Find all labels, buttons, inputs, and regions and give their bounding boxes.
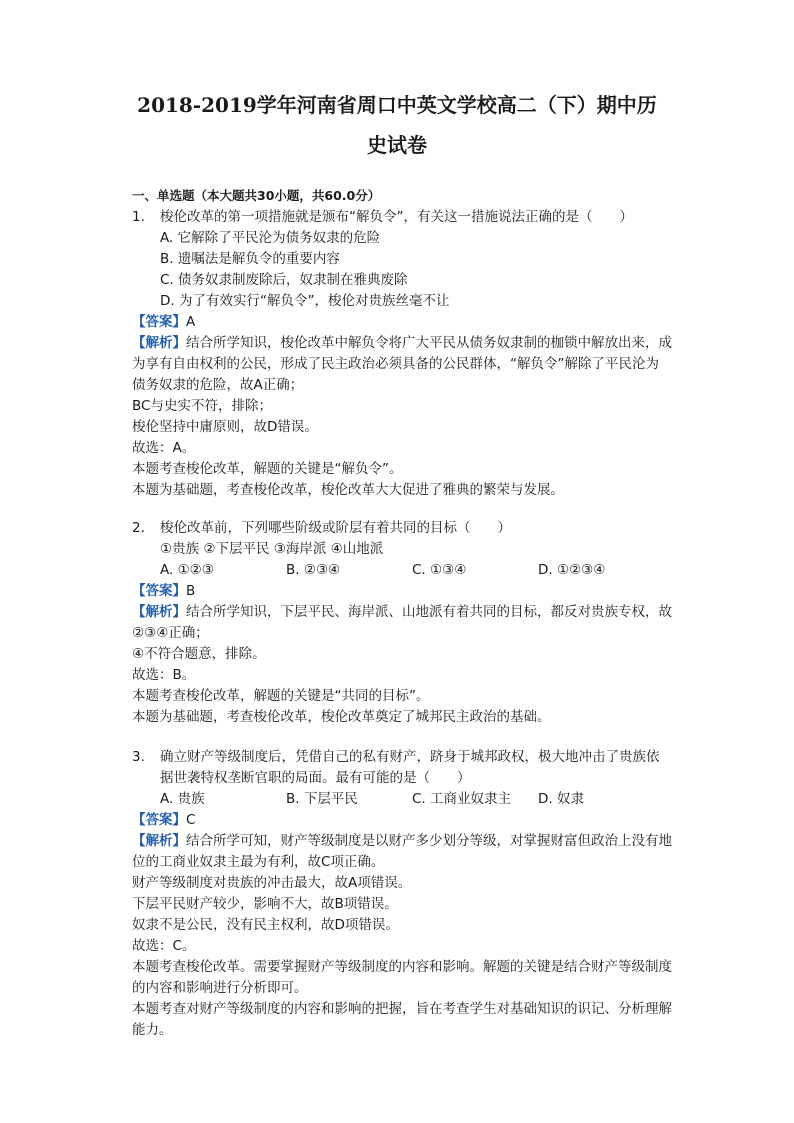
option-c: C. 债务奴隶制废除后，奴隶制在雅典废除 xyxy=(160,272,408,288)
option-d: D. 为了有效实行“解负令”，梭伦对贵族丝毫不让 xyxy=(160,293,450,309)
answer-line xyxy=(132,312,672,333)
analysis-line: 故选：C。 xyxy=(132,938,196,954)
analysis-line: 下层平民财产较少，影响不大，故B项错误。 xyxy=(132,896,398,912)
question-stem: 梭伦改革前，下列哪些阶级或阶层有着共同的目标（ ） xyxy=(160,520,511,536)
analysis-line: BC与史实不符，排除； xyxy=(132,398,272,414)
option-c: C. 工商业奴隶主 xyxy=(412,791,512,807)
analysis-text: 结合所学知识，梭伦改革中解负令将广大平民从债务奴隶制的枷锁中解放出来，成为享有自由权利的公民，形成了民主政治必须具备的公民群体，“解负令”解除了平民沦为债务奴隶的危险，故A正确； xyxy=(132,335,672,393)
analysis-tag: 【解析】 xyxy=(132,604,186,620)
analysis-line: 本题考查梭伦改革。需要掌握财产等级制度的内容和影响。解题的关键是结合财产等级制度的内容和影响进行分析即可。 xyxy=(132,959,672,996)
answer-tag: 【答案】 xyxy=(132,812,186,828)
question-stem: 确立财产等级制度后，凭借自己的私有财产，跻身于城邦政权，极大地冲击了贵族依据世袭特权垄断官职的局面。最有可能的是（ ） xyxy=(160,749,660,786)
question-2 xyxy=(132,518,672,728)
answer-tag: 【答案】 xyxy=(132,314,186,330)
analysis-text: 结合所学知识，下层平民、海岸派、山地派有着共同的目标，都反对贵族专权，故②③④正确； xyxy=(132,604,672,641)
question-number: 2. xyxy=(132,520,145,536)
option-d: D. 奴隶 xyxy=(538,791,584,807)
option-b: B. ②③④ xyxy=(286,562,341,578)
analysis-line: 本题为基础题，考查梭伦改革，梭伦改革大大促进了雅典的繁荣与发展。 xyxy=(132,482,564,498)
question-number: 3. xyxy=(132,749,145,765)
question-3 xyxy=(132,747,672,1041)
analysis-line: 本题考查对财产等级制度的内容和影响的把握，旨在考查学生对基础知识的识记、分析理解能力。 xyxy=(132,1001,672,1038)
analysis-line: 故选：B。 xyxy=(132,667,196,683)
answer-line xyxy=(132,810,672,831)
question-1 xyxy=(132,207,672,501)
option-b: B. 下层平民 xyxy=(286,791,358,807)
answer-value: B xyxy=(186,583,196,599)
analysis-paragraph xyxy=(132,333,672,396)
option-a: A. ①②③ xyxy=(160,562,214,578)
analysis-line: 本题为基础题，考查梭伦改革，梭伦改革奠定了城邦民主政治的基础。 xyxy=(132,709,551,725)
doc-title-line1: 2018-2019学年河南省周口中英文学校高二（下）期中历 xyxy=(137,93,657,117)
analysis-line: 故选：A。 xyxy=(132,440,196,456)
analysis-paragraph xyxy=(132,831,672,873)
analysis-line: 本题考查梭伦改革，解题的关键是“共同的目标”。 xyxy=(132,688,430,704)
analysis-tag: 【解析】 xyxy=(132,335,186,351)
section-heading: 一、单选题（本大题共30小题，共60.0分） xyxy=(132,188,381,203)
analysis-line: 财产等级制度对贵族的冲击最大，故A项错误。 xyxy=(132,875,412,891)
answer-value: C xyxy=(186,812,196,828)
analysis-line: 本题考查梭伦改革，解题的关键是“解负令”。 xyxy=(132,461,403,477)
analysis-paragraph xyxy=(132,602,672,644)
answer-tag: 【答案】 xyxy=(132,583,186,599)
answer-value: A xyxy=(186,314,196,330)
analysis-line: 梭伦坚持中庸原则，故D错误。 xyxy=(132,419,318,435)
question-stem: 梭伦改革的第一项措施就是颁布“解负令”，有关这一措施说法正确的是（ ） xyxy=(160,209,633,225)
option-c: C. ①③④ xyxy=(412,562,467,578)
answer-line xyxy=(132,581,672,602)
analysis-tag: 【解析】 xyxy=(132,833,186,849)
option-a: A. 贵族 xyxy=(160,791,205,807)
doc-title-line2: 史试卷 xyxy=(367,133,427,157)
analysis-text: 结合所学可知，财产等级制度是以财产多少划分等级，对掌握财富但政治上没有地位的工商业奴隶主最为有利，故C项正确。 xyxy=(132,833,672,870)
option-d: D. ①②③④ xyxy=(538,562,606,578)
option-b: B. 遗嘱法是解负令的重要内容 xyxy=(160,251,340,267)
question-sub-items: ①贵族 ②下层平民 ③海岸派 ④山地派 xyxy=(160,541,384,557)
analysis-line: ④不符合题意，排除。 xyxy=(132,646,266,662)
option-a: A. 它解除了平民沦为债务奴隶的危险 xyxy=(160,230,381,246)
analysis-line: 奴隶不是公民，没有民主权利，故D项错误。 xyxy=(132,917,399,933)
question-number: 1. xyxy=(132,209,145,225)
